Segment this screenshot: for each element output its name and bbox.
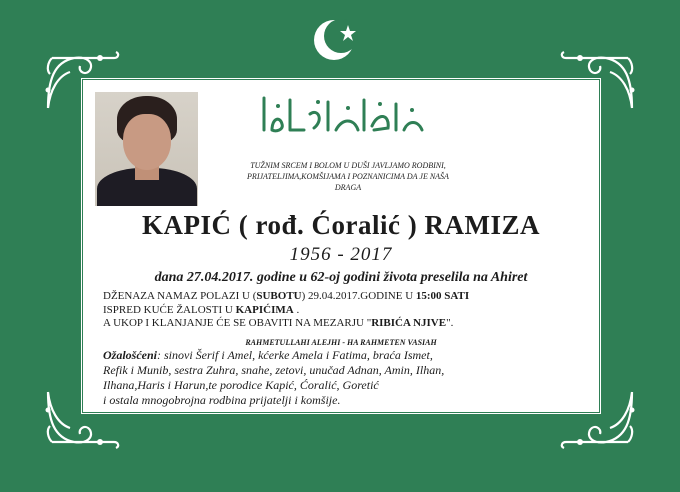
intro-line: TUŽNIM SRCEM I BOLOM U DUŠI JAVLJAMO RODBINI, — [250, 161, 446, 170]
arabic-calligraphy — [258, 90, 428, 136]
mourners — [103, 348, 595, 408]
deceased-name: KAPIĆ ( rođ. Ćoralić ) RAMIZA — [142, 210, 540, 240]
mourners-line: Ilhana,Haris i Harun,te porodice Kapić, Ćoralić, Goretić — [103, 378, 379, 392]
crescent-star-icon — [312, 16, 360, 64]
death-line: dana 27.04.2017. godine u 62-oj godini života preselila na Ahiret — [154, 270, 528, 285]
obituary-card — [80, 77, 602, 415]
intro-text — [243, 160, 453, 193]
mourners-line: i ostala mnogobrojna rodbina prijatelji i komšije. — [103, 393, 341, 407]
dzenaza-line: DŽENAZA NAMAZ POLAZI U (SUBOTU) 29.04.2017.GODINE U 15:00 SATI — [103, 290, 470, 302]
rahmet-line: RAHMETULLAHI ALEJHI - HA RAHMETEN VASIAH — [245, 338, 437, 347]
dzenaza-line: ISPRED KUĆE ŽALOSTI U KAPIĆIMA . — [103, 303, 300, 316]
mourners-line: Ožalošćeni: sinovi Šerif i Amel, kćerke Amela i Fatima, braća Ismet, — [103, 348, 433, 362]
dzenaza-line: A UKOP I KLANJANJE ĆE SE OBAVITI NA MEZARJU "RIBIĆA NJIVE". — [103, 317, 454, 329]
life-years: 1956 - 2017 — [289, 244, 393, 265]
portrait-photo — [95, 92, 198, 206]
intro-line: PRIJATELJIMA,KOMŠIJAMA I POZNANICIMA DA JE NAŠA DRAGA — [247, 172, 449, 192]
mourners-line: Refik i Munib, sestra Zuhra, snahe, zetovi, unučad Adnan, Amin, Ilhan, — [103, 363, 445, 377]
dzenaza-info — [103, 290, 593, 331]
